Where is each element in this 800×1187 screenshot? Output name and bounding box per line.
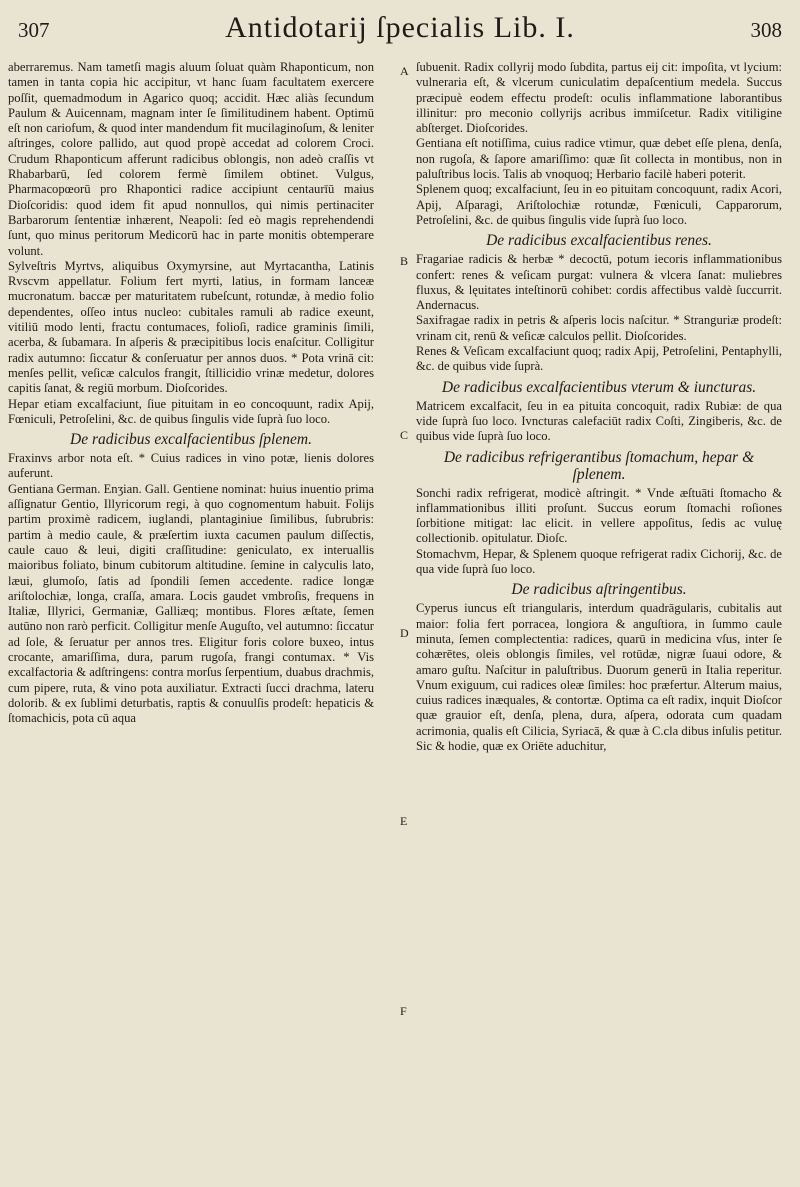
margin-marker-e: E: [400, 814, 408, 828]
margin-marker-a: A: [400, 64, 409, 78]
page-number-left: 307: [18, 18, 50, 42]
paragraph: Hepar etiam excalfaciunt, ſiue pituitam in eo concoquunt, radix Apij, Fœniculi, Petroſelini, &c. de quibus ſingulis vide ſuprà ſuo loco.: [8, 396, 374, 426]
paragraph: Saxifragae radix in petris & aſperis locis naſcitur. * Stranguriæ prodeſt: vrinam cit, renū & veſicæ calculos pellit. Dioſcorides.: [416, 313, 782, 343]
running-title: Antidotarij ſpecialis Lib. I.: [225, 11, 575, 44]
paragraph: Gentiana eſt notiſſima, cuius radice vtimur, quæ debet eſſe plena, denſa, non rugoſa, & ſapore amariſſimo: quæ ſit collecta in montibus, non in paluſtribus locis. Talis ab vnoquoq; Herbario facilè haberi poterit.: [416, 136, 782, 182]
paragraph: Stomachvm, Hepar, & Splenem quoque refrigerat radix Cichorij, &c. de qua vide ſuprà ſuo loco.: [416, 546, 782, 577]
section-heading: De radicibus excalfacientibus vterum & iuncturas.: [441, 378, 757, 396]
margin-marker-f: F: [400, 1004, 407, 1018]
paragraph: aberraremus. Nam tametſi magis aluum ſoluat quàm Rhaponticum, non tamen in tanta copia hic accipitur, vt hanc ſuam facultatem exercere poſſit, quemadmodum in Agarico quoq; accidit. Hæc aliàs ſecundum Paulum & Auicennam, magnam inter ſe ſimilitudinem habent. Optimū eſt non cariofum, & quod inter mandendum fit mucilaginoſum, & leniter aſtringes, colore pallido, aut quod propè accedat ad colorem Croci. Crudum Rhaponticum afferunt radicibus oblongis, non adeò craſſis vt Rhabarbarū, ſed colorem fermè ſimilem obtinet. Vulgus, Pharmacopœorū pro Rhapontici radice accipiunt centaurīū maius Dioſcoridis: quod idem fit apud nonnullos, qui nimis pertinaciter Barbarorum ſententiæ inhærent, Neapoli: ſed eò magis reprehendendi ſunt, quo minus peritorum Medicorū hac in parte monitis obtemperare volunt.: [8, 60, 374, 258]
page-header: [18, 8, 782, 54]
section-heading: De radicibus excalfacientibus ſplenem.: [70, 431, 312, 449]
paragraph: Renes & Veſicam excalfaciunt quoq; radix Apij, Petroſelini, Pentaphylli, &c. de quibus vide ſuprà.: [416, 344, 782, 374]
paragraph: Sylveſtris Myrtvs, aliquibus Oxymyrsine, aut Myrtacantha, Latinis Rvscvm appellatur. Folium fert myrti, latius, in formam lanceæ mucronatum. baccæ per maturitatem rubeſcunt, rotundæ, à medio folio dependentes, oſſeo intus nucleo: cubitales ramuli ab radice exeunt, vitiliū modo lenti, fractu contumaces, folioſi, radice graminis ſimili, acerba, & ſubamara. In aſperis & præcipitibus locis enaſcitur. Colligitur radix autumno: ſiccatur & conſeruatur per annos duos. * Pota vrinā cit: menſes pellit, veſicæ calculos frangit, ſtillicidio vrinæ medetur, dolores capitis ſanat, & regiū morbum. Dioſcorides.: [8, 258, 374, 396]
margin-marker-c: C: [400, 428, 409, 442]
paragraph: Matricem excalfacit, ſeu in ea pituita concoquit, radix Rubiæ: de qua vide ſuprà ſuo loco. Ivncturas calefaciūt radix Coſti, Zingiberis, &c. de quibus vide ſuprà ſuo loco.: [416, 398, 782, 444]
paragraph: Cyperus iuncus eſt triangularis, interdum quadrāgularis, cubitalis aut maior: folia fert porracea, longiora & anguſtiora, in ſummo caule minuta, ſemen complectentia: radices, quarū in medicina vſus, inter ſe cohærētes, oleis oblongis ſimiles, vel rotūdæ, nigræ ſuaui odore, & amaro guſtu. Naſcitur in paluſtribus. Duorum generū in Italia reperitur. Vnum exiguum, cui radices oleæ ſimiles: hoc præfertur. Alterum maius, cuius radices inæquales, & contortæ. Optima ca eſt radix, inquit Dioſcor quæ grauior eſt, denſa, plena, dura, aſpera, odorata cum quadam acrimonia, qualis eſt Cilicia, Syriacā, & quæ à C.cla dibus inſulis petitur. Sic & hodie, quæ ex Oriēte aduchitur,: [416, 601, 782, 753]
paragraph: Splenem quoq; excalfaciunt, ſeu in eo pituitam concoquunt, radix Acori, Apij, Aſparagi, Ariſtolochiæ rotundæ, Fœniculi, Capparorum, Petroſelini, &c. de quibus ſingulis vide ſuprà ſuo loco.: [416, 182, 782, 227]
right-column: [416, 60, 782, 754]
page-number-right: 308: [750, 18, 782, 42]
paragraph: ſubuenit. Radix collyrij modo ſubdita, partus eij cit: impoſita, vt lycium: vulneraria eſt, & vlcerum cuniculatim depaſcentium medela. Succus præcipuè eodem effectu prodeſt: oculis inflammatione laborantibus illinitur: pro meconio collyrijs acribus immiſcetur. Radix vitiligine abſterget. Dioſcorides.: [416, 60, 782, 136]
margin-marker-d: D: [400, 626, 409, 640]
paragraph: Fragariae radicis & herbæ * decoctū, potum iecoris inflammationibus confert: renes & veſicam purgat: vulnera & vlcera ſanat: muliebres fluxus, & lęuitates inteſtinorū cohibet: cordis affectibus valdè ſuccurrit. Andernacus.: [416, 252, 782, 313]
section-heading: De radicibus excalfacientibus renes.: [486, 232, 712, 250]
margin-marker-b: B: [400, 254, 409, 268]
paragraph: Sonchi radix refrigerat, modicè aſtringit. * Vnde æſtuāti ſtomacho & inflammationibus illiti proſunt. Succus eorum ſtomachi roſiones ſorbitione mitigat: lac elicit. in vellere appoſitus, ſedis ac vuluę collectionib. opitulatur. Dioſc.: [416, 485, 782, 546]
paragraph: Gentiana German. Enʒian. Gall. Gentiene nominat: huius inuentio prima aſſignatur Gentio, Illyricorum regi, à quo cognomentum habuit. Folijs partim proximè radicem, iuglandi, plantaginiue ſimilibus, ſubrubris: partim à medio caule, & præſertim iuxta cacumen paulum diſſectis, caule cauo & leui, digiti craſſitudine: geniculato, ex interuallis maioribus foliato, binum cubitorum altitudine. ſemine in calyculis lato, læui, glumoſo, ſatis ad ſpondili ſemen accedente. radice longæ ariſtolochiæ, longa, craſſa, amara. Locis gaudet vmbroſis, frequens in Italiæ, Illyrici, Germaniæ, Galliæq; montibus. Flores æſtate, ſemen autūno non rarò perficit. Colligitur menſe Auguſto, vel autumno: ſiccatur ad ſole, & ſeruatur per annos tres. Eligitur foris colore buxeo, intus crocante, amariſſima, dura, parum rugoſa, frangi contumax. * Vis excalfactoria & adſtringens: contra morſus ſerpentium, duabus drachmis, cum pipere, ruta, & vino pota auxiliatur. Extracti ſucci drachma, lateru dolorib. & ex ſublimi deturbatis, raptis & conuulſis prodeſt: hepaticis & ſtomachicis, pota cū aqua: [8, 481, 374, 726]
section-heading: De radicibus aſtringentibus.: [511, 581, 687, 599]
section-heading: De radicibus refrigerantibus ſtomachum, hepar & ſplenem.: [443, 448, 755, 483]
paragraph: Fraxinvs arbor nota eſt. * Cuius radices in vino potæ, lienis dolores auferunt.: [8, 451, 374, 481]
left-column: [8, 60, 374, 726]
